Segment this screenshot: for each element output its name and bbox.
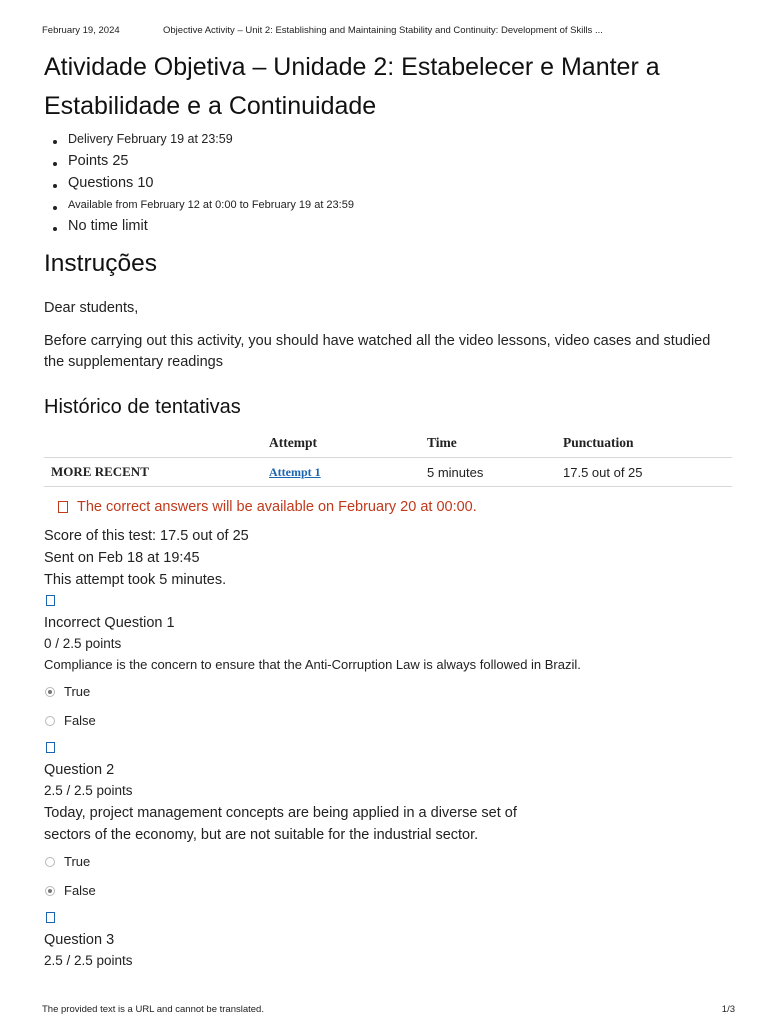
page-title: Atividade Objetiva – Unidade 2: Estabelecer e Manter a Estabilidade e a Continuidade	[44, 53, 660, 120]
question-3-flag-row	[44, 910, 734, 930]
quiz-meta-list	[44, 128, 734, 237]
question-1-flag-row	[44, 593, 734, 613]
option-label: False	[64, 713, 96, 728]
meta-availability: Available from February 12 at 0:00 to February 19 at 23:59	[44, 194, 734, 215]
warning-icon	[58, 501, 68, 513]
alert-text: The correct answers will be available on February 20 at 00:00.	[77, 499, 477, 515]
flag-icon[interactable]	[46, 742, 55, 753]
question-1	[44, 593, 734, 735]
meta-questions: Questions 10	[44, 172, 734, 194]
print-doc-title: Objective Activity – Unit 2: Establishing and Maintaining Stability and Continuity: Development of Skills ...	[163, 25, 603, 36]
row-attempt-cell	[269, 458, 427, 487]
summary-score: Score of this test: 17.5 out of 25	[44, 528, 249, 544]
question-3-points: 2.5 / 2.5 points	[44, 953, 133, 968]
history-heading: Histórico de tentativas	[44, 396, 241, 418]
question-2-flag-row	[44, 740, 734, 760]
answers-availability-alert	[44, 499, 734, 515]
footer-note: The provided text is a URL and cannot be translated.	[42, 1004, 264, 1015]
radio-icon[interactable]	[45, 716, 55, 726]
question-2	[44, 740, 734, 905]
instructions-greeting: Dear students,	[44, 300, 139, 316]
option-label: True	[64, 684, 91, 699]
history-header-row	[44, 429, 732, 458]
attempt-summary	[44, 525, 734, 591]
print-header	[42, 25, 738, 36]
attempt-1-link[interactable]: Attempt 1	[269, 465, 321, 479]
question-2-points: 2.5 / 2.5 points	[44, 783, 133, 798]
question-2-text-line-2: sectors of the economy, but are not suitable for the industrial sector.	[44, 827, 479, 843]
option-label: True	[64, 854, 91, 869]
row-label: MORE RECENT	[44, 458, 269, 487]
question-1-points: 0 / 2.5 points	[44, 636, 122, 651]
meta-delivery: Delivery February 19 at 23:59	[44, 128, 734, 150]
question-2-title: Question 2	[44, 762, 115, 778]
question-1-option-false[interactable]	[44, 706, 734, 735]
col-header-attempt: Attempt	[269, 435, 317, 450]
radio-selected-icon[interactable]	[45, 687, 55, 697]
question-2-option-false[interactable]	[44, 876, 734, 905]
summary-duration: This attempt took 5 minutes.	[44, 572, 227, 588]
row-score: 17.5 out of 25	[563, 458, 732, 487]
flag-icon[interactable]	[46, 912, 55, 923]
question-2-option-true[interactable]	[44, 847, 734, 876]
radio-icon[interactable]	[45, 857, 55, 867]
page-content	[44, 48, 734, 972]
flag-icon[interactable]	[46, 595, 55, 606]
row-time: 5 minutes	[427, 458, 563, 487]
page-number: 1/3	[721, 1004, 735, 1015]
print-date: February 19, 2024	[42, 25, 120, 36]
question-1-title: Incorrect Question 1	[44, 615, 175, 631]
radio-selected-icon[interactable]	[45, 886, 55, 896]
question-2-text-line-1: Today, project management concepts are being applied in a diverse set of	[44, 805, 517, 821]
question-1-text: Compliance is the concern to ensure that the Anti-Corruption Law is always followed in Brazil.	[44, 657, 581, 672]
print-footer	[42, 1004, 735, 1015]
question-1-option-true[interactable]	[44, 677, 734, 706]
question-3-title: Question 3	[44, 932, 115, 948]
summary-sent: Sent on Feb 18 at 19:45	[44, 550, 200, 566]
table-row	[44, 458, 732, 487]
meta-points: Points 25	[44, 150, 734, 172]
instructions-heading: Instruções	[44, 250, 158, 277]
question-3	[44, 910, 734, 972]
attempt-history-table	[44, 429, 732, 487]
instructions-body: Before carrying out this activity, you should have watched all the video lessons, video cases and studied the supplementary readings	[44, 333, 711, 370]
option-label: False	[64, 883, 96, 898]
col-header-punctuation: Punctuation	[563, 435, 634, 450]
col-header-time: Time	[427, 435, 457, 450]
meta-time-limit: No time limit	[44, 215, 734, 237]
col-header-label	[44, 429, 269, 458]
